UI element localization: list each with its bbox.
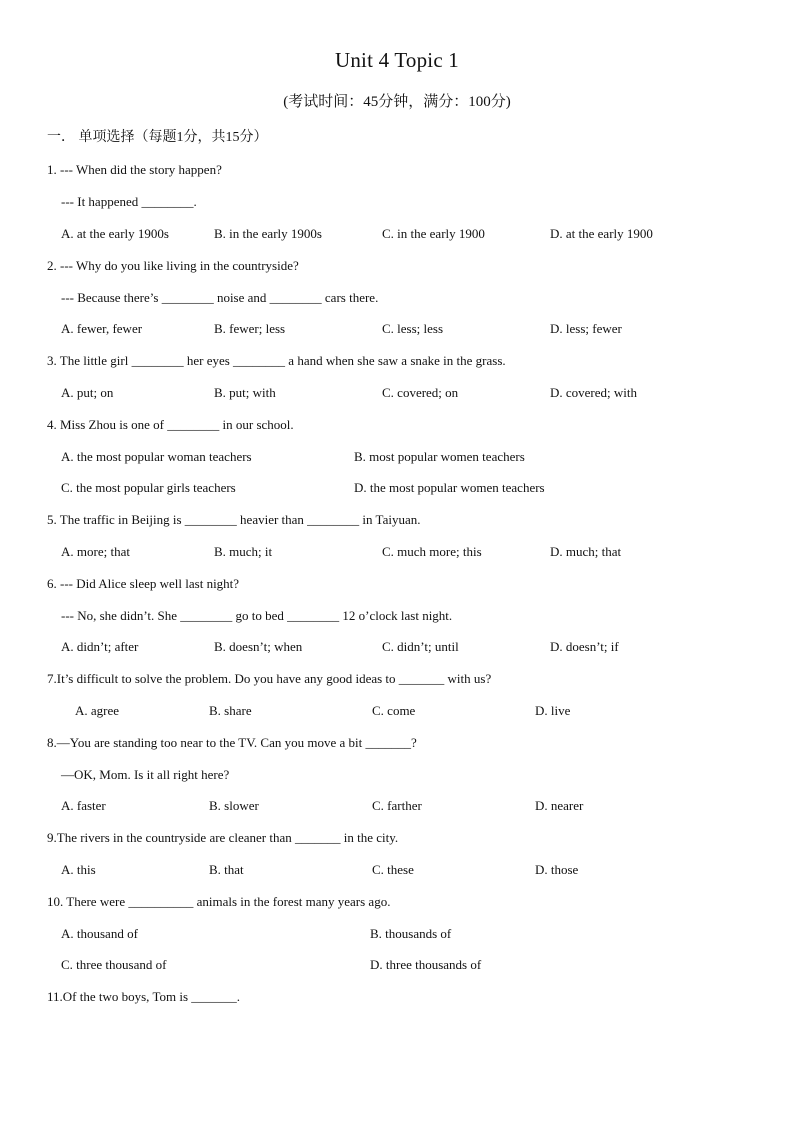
question-6-option-c[interactable]: C. didn’t; until <box>382 639 459 654</box>
exam-info: (考试时间：45分钟，满分：100分) <box>283 94 511 110</box>
question-6-stem: 6. --- Did Alice sleep well last night? <box>47 576 240 591</box>
question-6-reply: --- No, she didn’t. She ________ go to bed ________ 12 o’clock last night. <box>61 608 453 623</box>
question-3-option-b[interactable]: B. put; with <box>214 385 276 400</box>
question-10-option-b[interactable]: B. thousands of <box>370 926 452 941</box>
question-5-stem: 5. The traffic in Beijing is ________ heavier than ________ in Taiyuan. <box>47 512 421 527</box>
page-title: Unit 4 Topic 1 <box>334 48 460 72</box>
question-2-option-a[interactable]: A. fewer, fewer <box>61 321 143 336</box>
question-7-stem: 7.It’s difficult to solve the problem. Do you have any good ideas to _______ with us? <box>47 671 492 686</box>
question-2-option-b[interactable]: B. fewer; less <box>214 321 286 336</box>
question-10-stem: 10. There were __________ animals in the forest many years ago. <box>47 894 391 909</box>
question-2-option-d[interactable]: D. less; fewer <box>550 321 622 336</box>
section-heading: 一． 单项选择（每题1分，共15分） <box>47 130 268 145</box>
question-2-option-c[interactable]: C. less; less <box>382 321 444 336</box>
question-4-stem: 4. Miss Zhou is one of ________ in our school. <box>47 417 294 432</box>
question-1-option-c[interactable]: C. in the early 1900 <box>382 226 485 241</box>
question-10-option-c[interactable]: C. three thousand of <box>61 957 167 972</box>
question-4-option-d[interactable]: D. the most popular women teachers <box>354 480 545 495</box>
question-3-stem: 3. The little girl ________ her eyes ________ a hand when she saw a snake in the grass. <box>47 353 506 368</box>
question-3-option-a[interactable]: A. put; on <box>61 385 114 400</box>
question-9-option-a[interactable]: A. this <box>61 862 96 877</box>
question-8-option-c[interactable]: C. farther <box>372 798 422 813</box>
question-2-reply: --- Because there’s ________ noise and ________ cars there. <box>61 290 379 305</box>
question-7-option-c[interactable]: C. come <box>372 703 416 718</box>
question-6-option-d[interactable]: D. doesn’t; if <box>550 639 619 654</box>
question-4-option-c[interactable]: C. the most popular girls teachers <box>61 480 236 495</box>
question-5-option-c[interactable]: C. much more; this <box>382 544 482 559</box>
question-1-option-a[interactable]: A. at the early 1900s <box>61 226 169 241</box>
question-1-stem: 1. --- When did the story happen? <box>47 162 222 177</box>
question-1-reply: --- It happened ________. <box>61 194 197 209</box>
question-9-option-c[interactable]: C. these <box>372 862 414 877</box>
question-6-option-b[interactable]: B. doesn’t; when <box>214 639 303 654</box>
question-4-option-b[interactable]: B. most popular women teachers <box>354 449 525 464</box>
question-8-option-b[interactable]: B. slower <box>209 798 259 813</box>
question-5-option-d[interactable]: D. much; that <box>550 544 622 559</box>
question-1-option-b[interactable]: B. in the early 1900s <box>214 226 322 241</box>
question-2-stem: 2. --- Why do you like living in the countryside? <box>47 258 299 273</box>
question-6-option-a[interactable]: A. didn’t; after <box>61 639 139 654</box>
question-11-stem: 11.Of the two boys, Tom is _______. <box>47 989 241 1004</box>
question-3-option-c[interactable]: C. covered; on <box>382 385 459 400</box>
question-10-option-a[interactable]: A. thousand of <box>61 926 138 941</box>
question-7-option-a[interactable]: A. agree <box>75 703 120 718</box>
question-8-stem: 8.—You are standing too near to the TV. Can you move a bit _______? <box>47 735 417 750</box>
question-8-option-d[interactable]: D. nearer <box>535 798 584 813</box>
question-1-option-d[interactable]: D. at the early 1900 <box>550 226 653 241</box>
question-7-option-b[interactable]: B. share <box>209 703 252 718</box>
question-5-option-a[interactable]: A. more; that <box>61 544 130 559</box>
question-8-option-a[interactable]: A. faster <box>61 798 106 813</box>
question-8-reply: —OK, Mom. Is it all right here? <box>61 767 230 782</box>
question-9-option-b[interactable]: B. that <box>209 862 244 877</box>
question-9-stem: 9.The rivers in the countryside are cleaner than _______ in the city. <box>47 830 399 845</box>
question-4-option-a[interactable]: A. the most popular woman teachers <box>61 449 252 464</box>
question-5-option-b[interactable]: B. much; it <box>214 544 273 559</box>
question-7-option-d[interactable]: D. live <box>535 703 571 718</box>
question-10-option-d[interactable]: D. three thousands of <box>370 957 482 972</box>
question-3-option-d[interactable]: D. covered; with <box>550 385 638 400</box>
question-9-option-d[interactable]: D. those <box>535 862 579 877</box>
